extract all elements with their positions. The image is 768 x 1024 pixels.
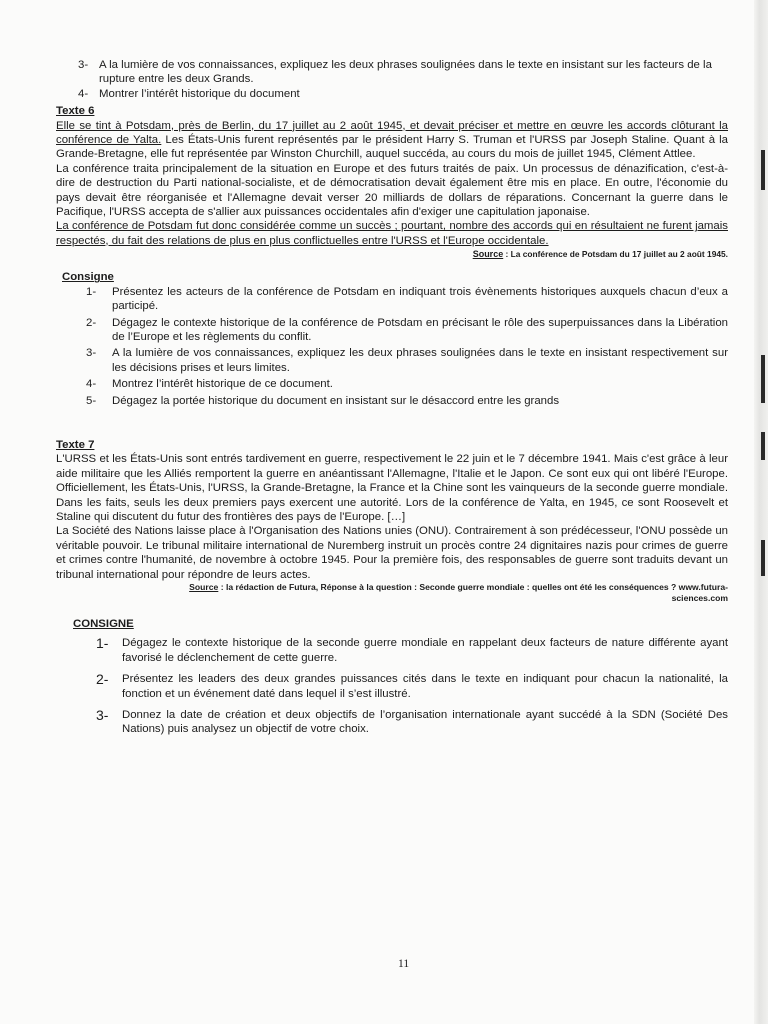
texte7-paragraph-1: L'URSS et les États-Unis sont entrés tardivement en guerre, respectivement le 22 juin et le 7 décembre 1941. Mais c'est grâce à leur aide militaire que les Alliés remportent la guerre en anéantissant l'Allemagne, l'Italie et le Japon. Ce sont eux qui ont libéré l'Europe. Officiellement, les États-Unis, l'URSS, la Grande-Bretagne, la France et la Chine sont les vainqueurs de la seconde guerre mondiale. Dans les faits, seuls les deux premiers pays exercent une autorité. Lors de la conférence de Yalta, en 1945, ce sont Roosevelt et Staline qui discutent du futur des frontières des pays de l'Europe. […] [56,453,728,523]
scan-edge-mark [761,540,765,576]
underlined-sentence: Elle se tint à Potsdam, près de Berlin, du 17 juillet au 2 août 1945, et devait préciser et mettre en œuvre les accords clôturant la conférence de Yalta. [56,119,728,147]
consigne-title: Consigne [62,271,114,284]
list-item [86,285,728,314]
item-text: Montrer l’intérêt historique du document [99,87,300,100]
list-item [86,394,728,408]
item-number: 1- [86,285,97,298]
list-item [86,346,728,375]
scan-edge-mark [761,355,765,403]
item-number: 4- [86,378,97,391]
source-text-line2: sciences.com [671,593,728,603]
item-number: 3- [78,59,89,71]
scan-edge-mark [761,432,765,460]
texte6-paragraph-2: La conférence traita principalement de la situation en Europe et des futurs traités de paix. Un processus de dénazification, c'est-à-dire de destruction du Parti national-socialiste, et de démocratisation devait également être mis en place. En outre, l'économie du pays devait être réorganisée et l'Allemagne devait verser 20 milliards de dollars de réparations. Concernant la guerre dans le Pacifique, l'URSS accepta de s'allier aux puissances occidentales afin d'exiger une capitulation japonaise. [56,162,728,219]
list-item [86,377,728,391]
source-text: : La conférence de Potsdam du 17 juillet au 2 août 1945. [503,249,728,260]
item-number: 3- [86,347,97,360]
list-item [86,316,728,345]
source-label: Source [189,582,219,592]
paragraph-text: Les États-Unis furent représentés par le président Harry S. Truman et l'URSS par Joseph Staline. Quant à la Grande-Bretagne, elle fut représentée par Winston Churchill, auquel succéda, au cours du mois de juillet 1945, Clément Attlee. [56,134,728,161]
item-text: Dégagez le contexte historique de la conférence de Potsdam en précisant le rôle des superpuissances dans la Libération de l’Europe et les règlements du conflit. [112,316,728,343]
consigne-list [86,285,728,408]
item-number: 5- [86,394,97,407]
list-item [96,672,728,701]
item-text: Dégagez le contexte historique de la seconde guerre mondiale en rappelant deux facteurs de nature différente ayant favorisé le déclenchement de cette guerre. [122,637,728,664]
item-text: Montrez l’intérêt historique de ce document. [112,378,333,391]
texte6-paragraph-3-underlined: La conférence de Potsdam fut donc considérée comme un succès ; pourtant, nombre des accords qui en résultaient ne furent jamais respectés, du fait des relations de plus en plus conflictuelles entre l'URSS et l'Europe occidentale. [56,220,728,247]
item-number: 1- [96,635,109,652]
page-number: 11 [398,958,410,970]
item-number: 2- [96,671,109,688]
texte7-paragraph-2: La Société des Nations laisse place à l'Organisation des Nations unies (ONU). Contrairement à son prédécesseur, l'ONU possède un véritable pouvoir. Le tribunal militaire international de Nuremberg instruit un procès contre 24 dignitaires nazis pour crimes de guerre et crimes contre l'humanité, de novembre à octobre 1945. Pour la première fois, des responsables de guerre sont traduits devant un tribunal international pour répondre de leurs actes. [56,525,728,581]
texte6-title: Texte 6 [56,105,95,118]
document-page [56,58,728,744]
item-text: Présentez les acteurs de la conférence de Potsdam en indiquant trois évènements historiques auxquels chacun d’eux a participé. [112,285,728,313]
list-item [96,636,728,665]
item-number: 3- [96,707,109,724]
item-text: A la lumière de vos connaissances, expliquez les deux phrases soulignées dans le texte en insistant respectivement sur les décisions prises et leurs limites. [112,347,728,374]
item-number: 2- [86,316,97,329]
scan-edge-mark [761,150,765,190]
source-label: Source [472,249,504,260]
item-text: A la lumière de vos connaissances, expliquez les deux phrases soulignées dans le texte en insistant sur les facteurs de la rupture entre les deux Grands. [99,59,712,86]
list-item [96,708,728,737]
item-text: Donnez la date de création et deux objectifs de l’organisation internationale ayant succédé à la SDN (Société Des Nations) puis analysez un objectif de votre choix. [122,709,728,736]
texte7-title: Texte 7 [56,438,95,451]
list-item [78,87,728,101]
item-text: Dégagez la portée historique du document en insistant sur le désaccord entre les grands [112,394,560,407]
scan-page-edge [754,0,768,1024]
item-text: Présentez les leaders des deux grandes puissances cités dans le texte en indiquant pour chacun la nationalité, la fonction et un événement daté dans lequel il s’est illustré. [122,673,728,700]
consigne2-list [96,636,728,736]
texte7-source [56,582,728,604]
list-item [78,58,728,87]
texte6-source [56,249,728,260]
consigne2-title: CONSIGNE [73,618,134,630]
item-number: 4- [78,87,89,100]
texte6-paragraph-1 [56,119,728,162]
source-text: : la rédaction de Futura, Réponse à la question : Seconde guerre mondiale : quelles ont été les conséquences ? www.futura- [218,582,728,592]
previous-questions-list [78,58,728,101]
